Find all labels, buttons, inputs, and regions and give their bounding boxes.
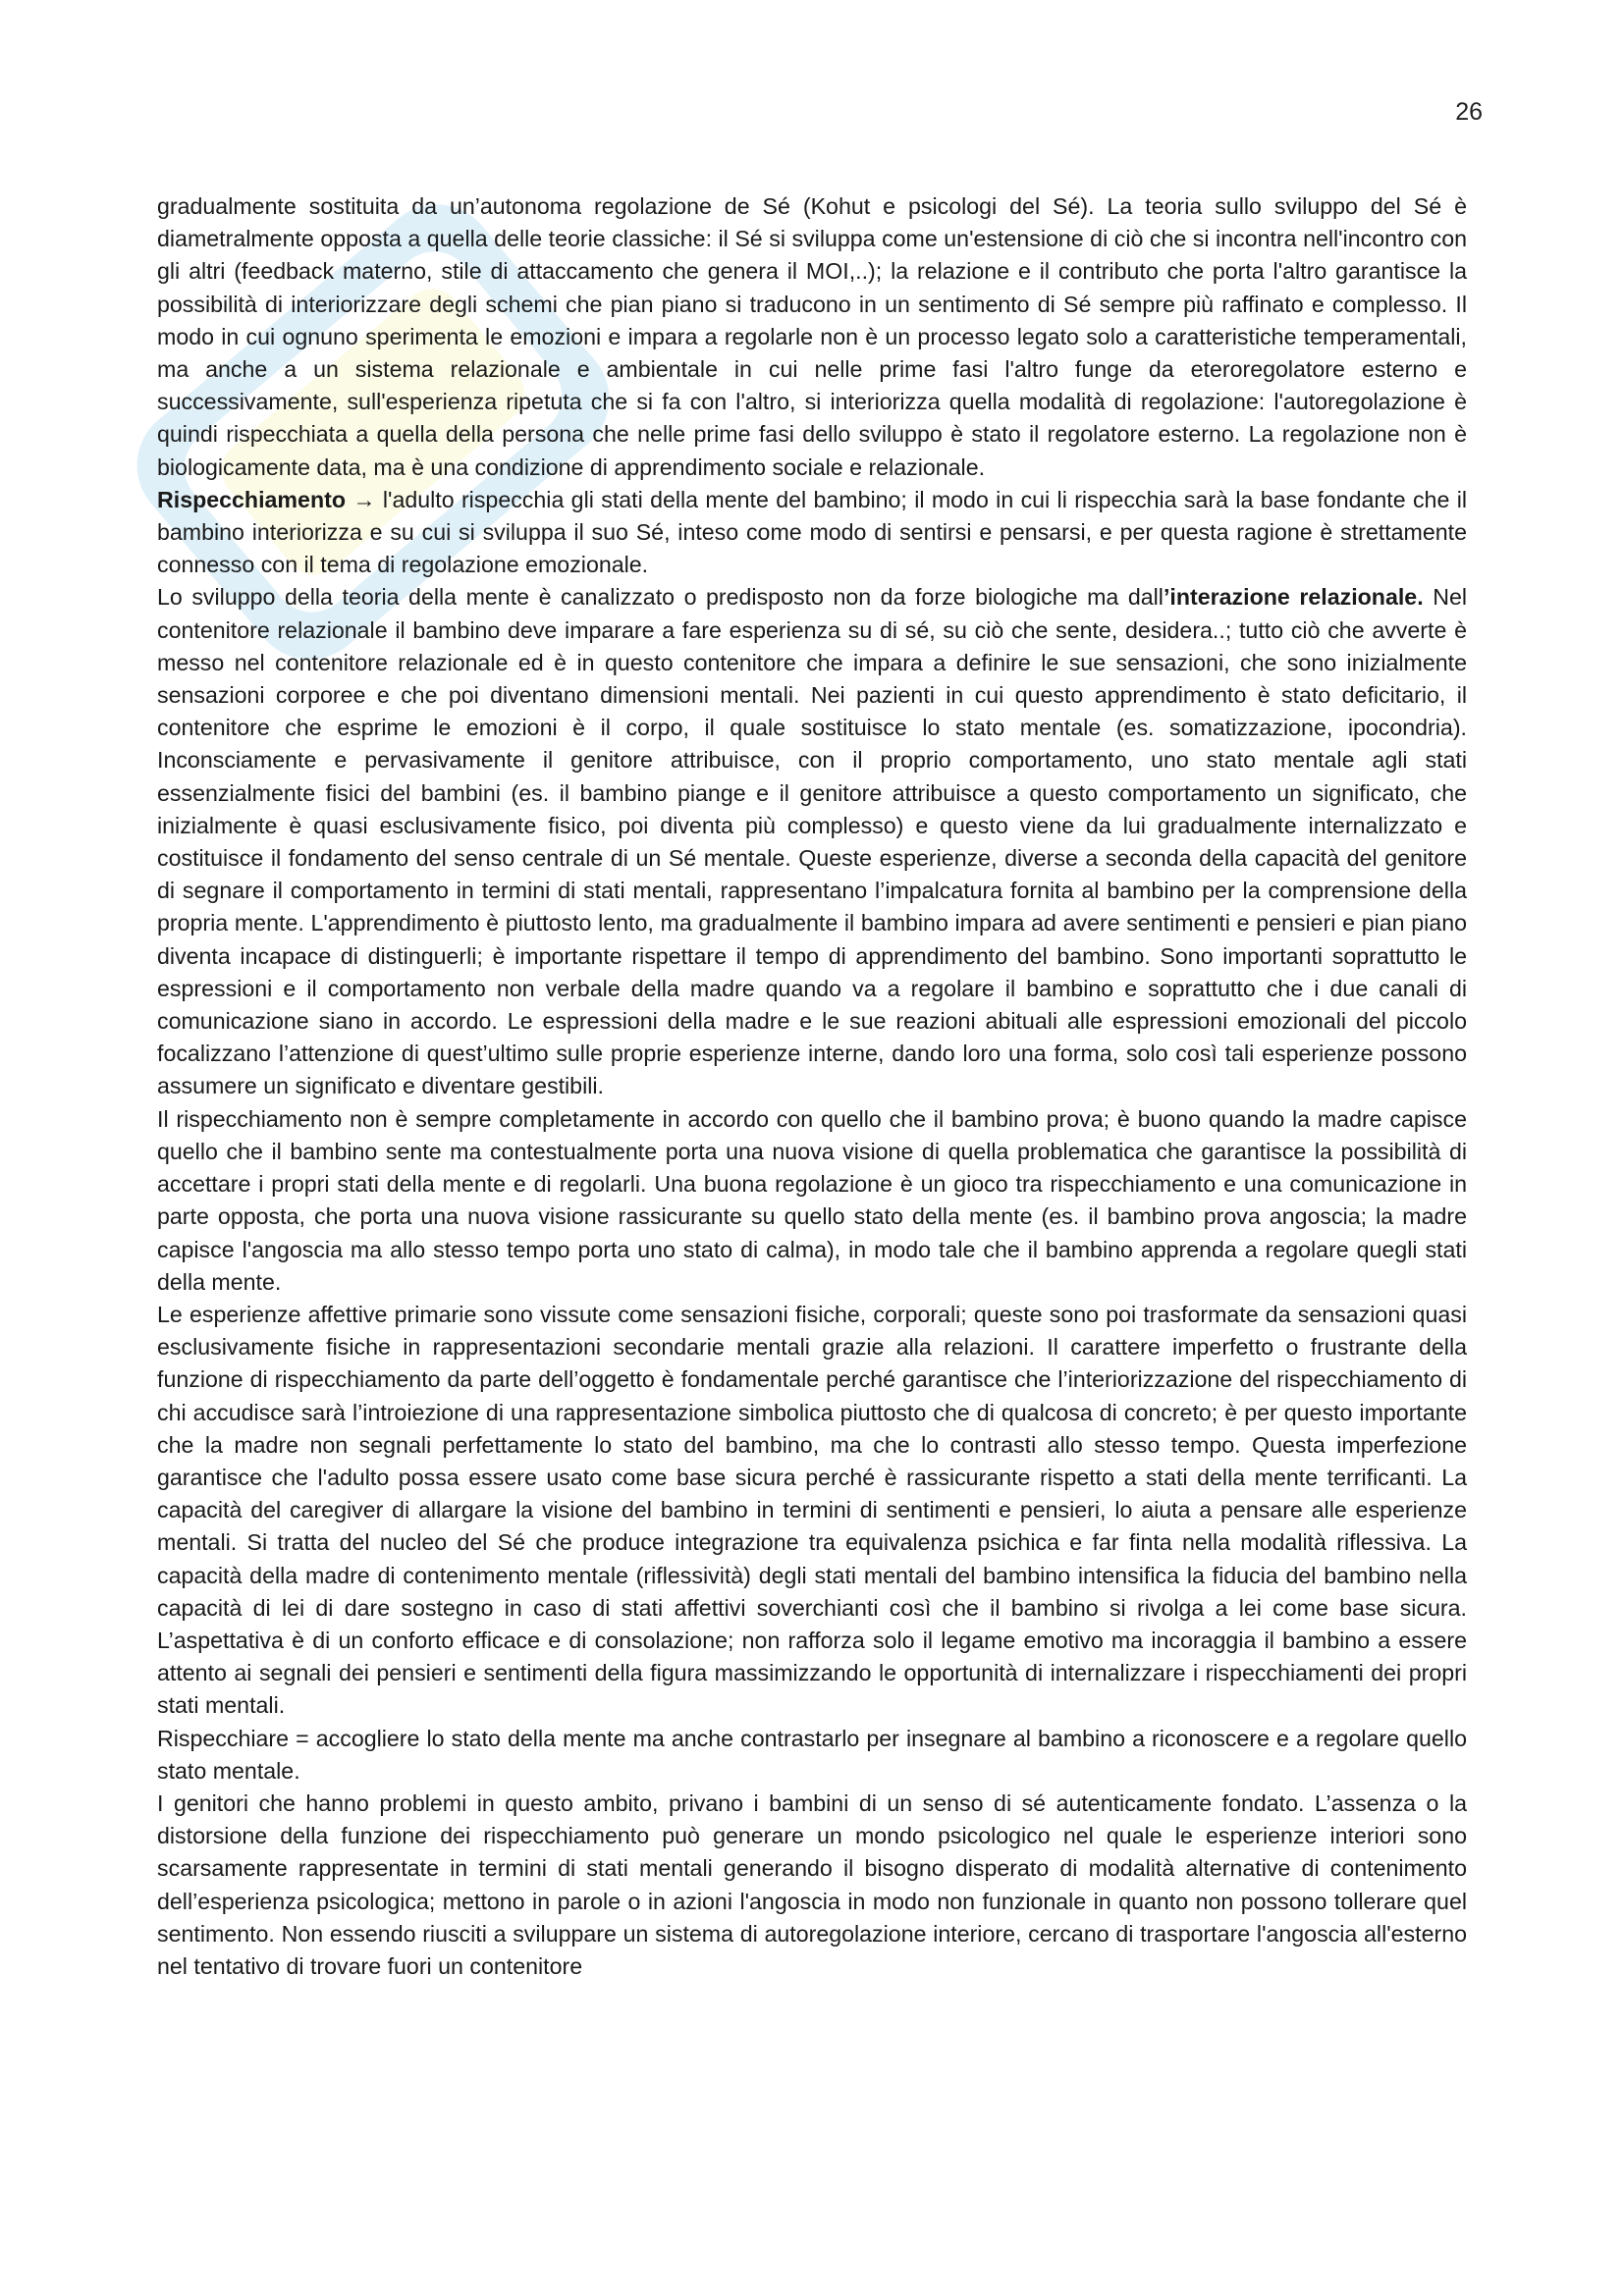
paragraph: gradualmente sostituita da un’autonoma regolazione de Sé (Kohut e psicologi del Sé). La teoria sullo sviluppo del Sé è diametralmente opposta a quella delle teorie classiche: il Sé si sviluppa come un'estensione di ciò che si incontra nell'incontro con gli altri (feedback materno, stile di attaccamento che genera il MOI,..); la relazione e il contributo che porta l'altro garantisce la possibilità di interiorizzare degli schemi che pian piano si traducono in un sentimento di Sé sempre più raffinato e complesso. Il modo in cui ognuno sperimenta le emozioni e impara a regolarle non è un processo legato solo a caratteristiche temperamentali, ma anche a un sistema relazionale e ambientale in cui nelle prime fasi l'altro funge da eteroregolatore esterno e successivamente, sull'esperienza ripetuta che si fa con l'altro, si interiorizza quella modalità di regolazione: l'autoregolazione è quindi rispecchiata a quella della persona che nelle prime fasi dello sviluppo è stato il regolatore esterno. La regolazione non è biologicamente data, ma è una condizione di apprendimento sociale e relazionale.: [157, 193, 1467, 480]
document-body: [157, 190, 1467, 1983]
paragraph: Le esperienze affettive primarie sono vissute come sensazioni fisiche, corporali; queste sono poi trasformate da sensazioni quasi esclusivamente fisiche in rappresentazioni secondarie mentali grazie alla relazioni. Il carattere imperfetto o frustrante della funzione di rispecchiamento da parte dell’oggetto è fondamentale perché garantisce che l’interiorizzazione del rispecchiamento di chi accudisce sarà l’introiezione di una rappresentazione simbolica piuttosto che di qualcosa di concreto; è per questo importante che la madre non segnali perfettamente lo stato del bambino, ma che lo contrasti allo stesso tempo. Questa imperfezione garantisce che l'adulto possa essere usato come base sicura perché è rassicurante rispetto a stati della mente terrificanti. La capacità del caregiver di allargare la visione del bambino in termini di sentimenti e pensieri, lo aiuta a pensare alle esperienze mentali. Si tratta del nucleo del Sé che produce integrazione tra equivalenza psichica e far finta nella modalità riflessiva. La capacità della madre di contenimento mentale (riflessività) degli stati mentali del bambino intensifica la fiducia del bambino nella capacità di lei di dare sostegno in caso di stati affettivi soverchianti così che il bambino si rivolga a lei come base sicura. L’aspettativa è di un conforto efficace e di consolazione; non rafforza solo il legame emotivo ma incoraggia il bambino a essere attento ai segnali dei pensieri e sentimenti della figura massimizzando le opportunità di internalizzare i rispecchiamenti dei propri stati mentali.: [157, 1301, 1467, 1719]
paragraph: Il rispecchiamento non è sempre completamente in accordo con quello che il bambino prova; è buono quando la madre capisce quello che il bambino sente ma contestualmente porta una nuova visione di quella problematica che garantisce la possibilità di accettare i propri stati della mente e di regolarli. Una buona regolazione è un gioco tra rispecchiamento e una comunicazione in parte opposta, che porta una nuova visione rassicurante su quello stato della mente (es. il bambino prova angoscia; la madre capisce l'angoscia ma allo stesso tempo porta uno stato di calma), in modo tale che il bambino apprenda a regolare quegli stati della mente.: [157, 1105, 1467, 1295]
paragraph: Rispecchiare = accogliere lo stato della mente ma anche contrastarlo per insegnare al bambino a riconoscere e a regolare quello stato mentale.: [157, 1725, 1467, 1784]
term-heading: ’interazione relazionale.: [1163, 584, 1424, 611]
page-number: 26: [1455, 98, 1483, 126]
term-heading: Rispecchiamento: [157, 486, 346, 512]
paragraph: I genitori che hanno problemi in questo ambito, privano i bambini di un senso di sé autenticamente fondato. L’assenza o la distorsione della funzione dei rispecchiamento può generare un mondo psicologico nel quale le esperienze interiori sono scarsamente rappresentate in termini di stati mentali generando il bisogno disperato di modalità alternative di contenimento dell’esperienza psicologica; mettono in parole o in azioni l'angoscia in modo non funzionale in quanto non possono tollerare quel sentimento. Non essendo riusciti a sviluppare un sistema di autoregolazione interiore, cercano di trasportare l'angoscia all'esterno nel tentativo di trovare fuori un contenitore: [157, 1789, 1467, 1979]
paragraph: Lo sviluppo della teoria della mente è canalizzato o predisposto non da forze biologiche ma dall’interazione relazionale. Nel contenitore relazionale il bambino deve imparare a fare esperienza su di sé, su ciò che sente, desidera..; tutto ciò che avverte è messo nel contenitore relazionale ed è in questo contenitore che impara a definire le sue sensazioni, che sono inizialmente sensazioni corporee e che poi diventano dimensioni mentali. Nei pazienti in cui questo apprendimento è stato deficitario, il contenitore che esprime le emozioni è il corpo, il quale sostituisce lo stato mentale (es. somatizzazione, ipocondria). Inconsciamente e pervasivamente il genitore attribuisce, con il proprio comportamento, uno stato mentale agli stati essenzialmente fisici del bambini (es. il bambino piange e il genitore attribuisce a questo comportamento un significato, che inizialmente è quasi esclusivamente fisico, poi diventa più complesso) e questo viene da lui gradualmente internalizzato e costituisce il fondamento del senso centrale di un Sé mentale. Queste esperienze, diverse a seconda della capacità del genitore di segnare il comportamento in termini di stati mentali, rappresentano l’impalcatura fornita al bambino per la comprensione della propria mente. L'apprendimento è piuttosto lento, ma gradualmente il bambino impara ad avere sentimenti e pensieri e pian piano diventa incapace di distinguerli; è importante rispettare il tempo di apprendimento del bambino. Sono importanti soprattutto le espressioni e il comportamento non verbale della madre quando va a regolare il bambino e soprattutto che i due canali di comunicazione siano in accordo. Le espressioni della madre e le sue reazioni abituali alle espressioni emozionali del piccolo focalizzano l’attenzione di quest’ultimo sulle proprie esperienze interne, dando loro una forma, solo così tali esperienze possono assumere un significato e diventare gestibili.: [157, 584, 1467, 1099]
paragraph: Rispecchiamento → l'adulto rispecchia gli stati della mente del bambino; il modo in cui li rispecchia sarà la base fondante che il bambino interiorizza e su cui si sviluppa il suo Sé, inteso come modo di sentirsi e pensarsi, e per questa ragione è strettamente connesso con il tema di regolazione emozionale.: [157, 486, 1467, 578]
